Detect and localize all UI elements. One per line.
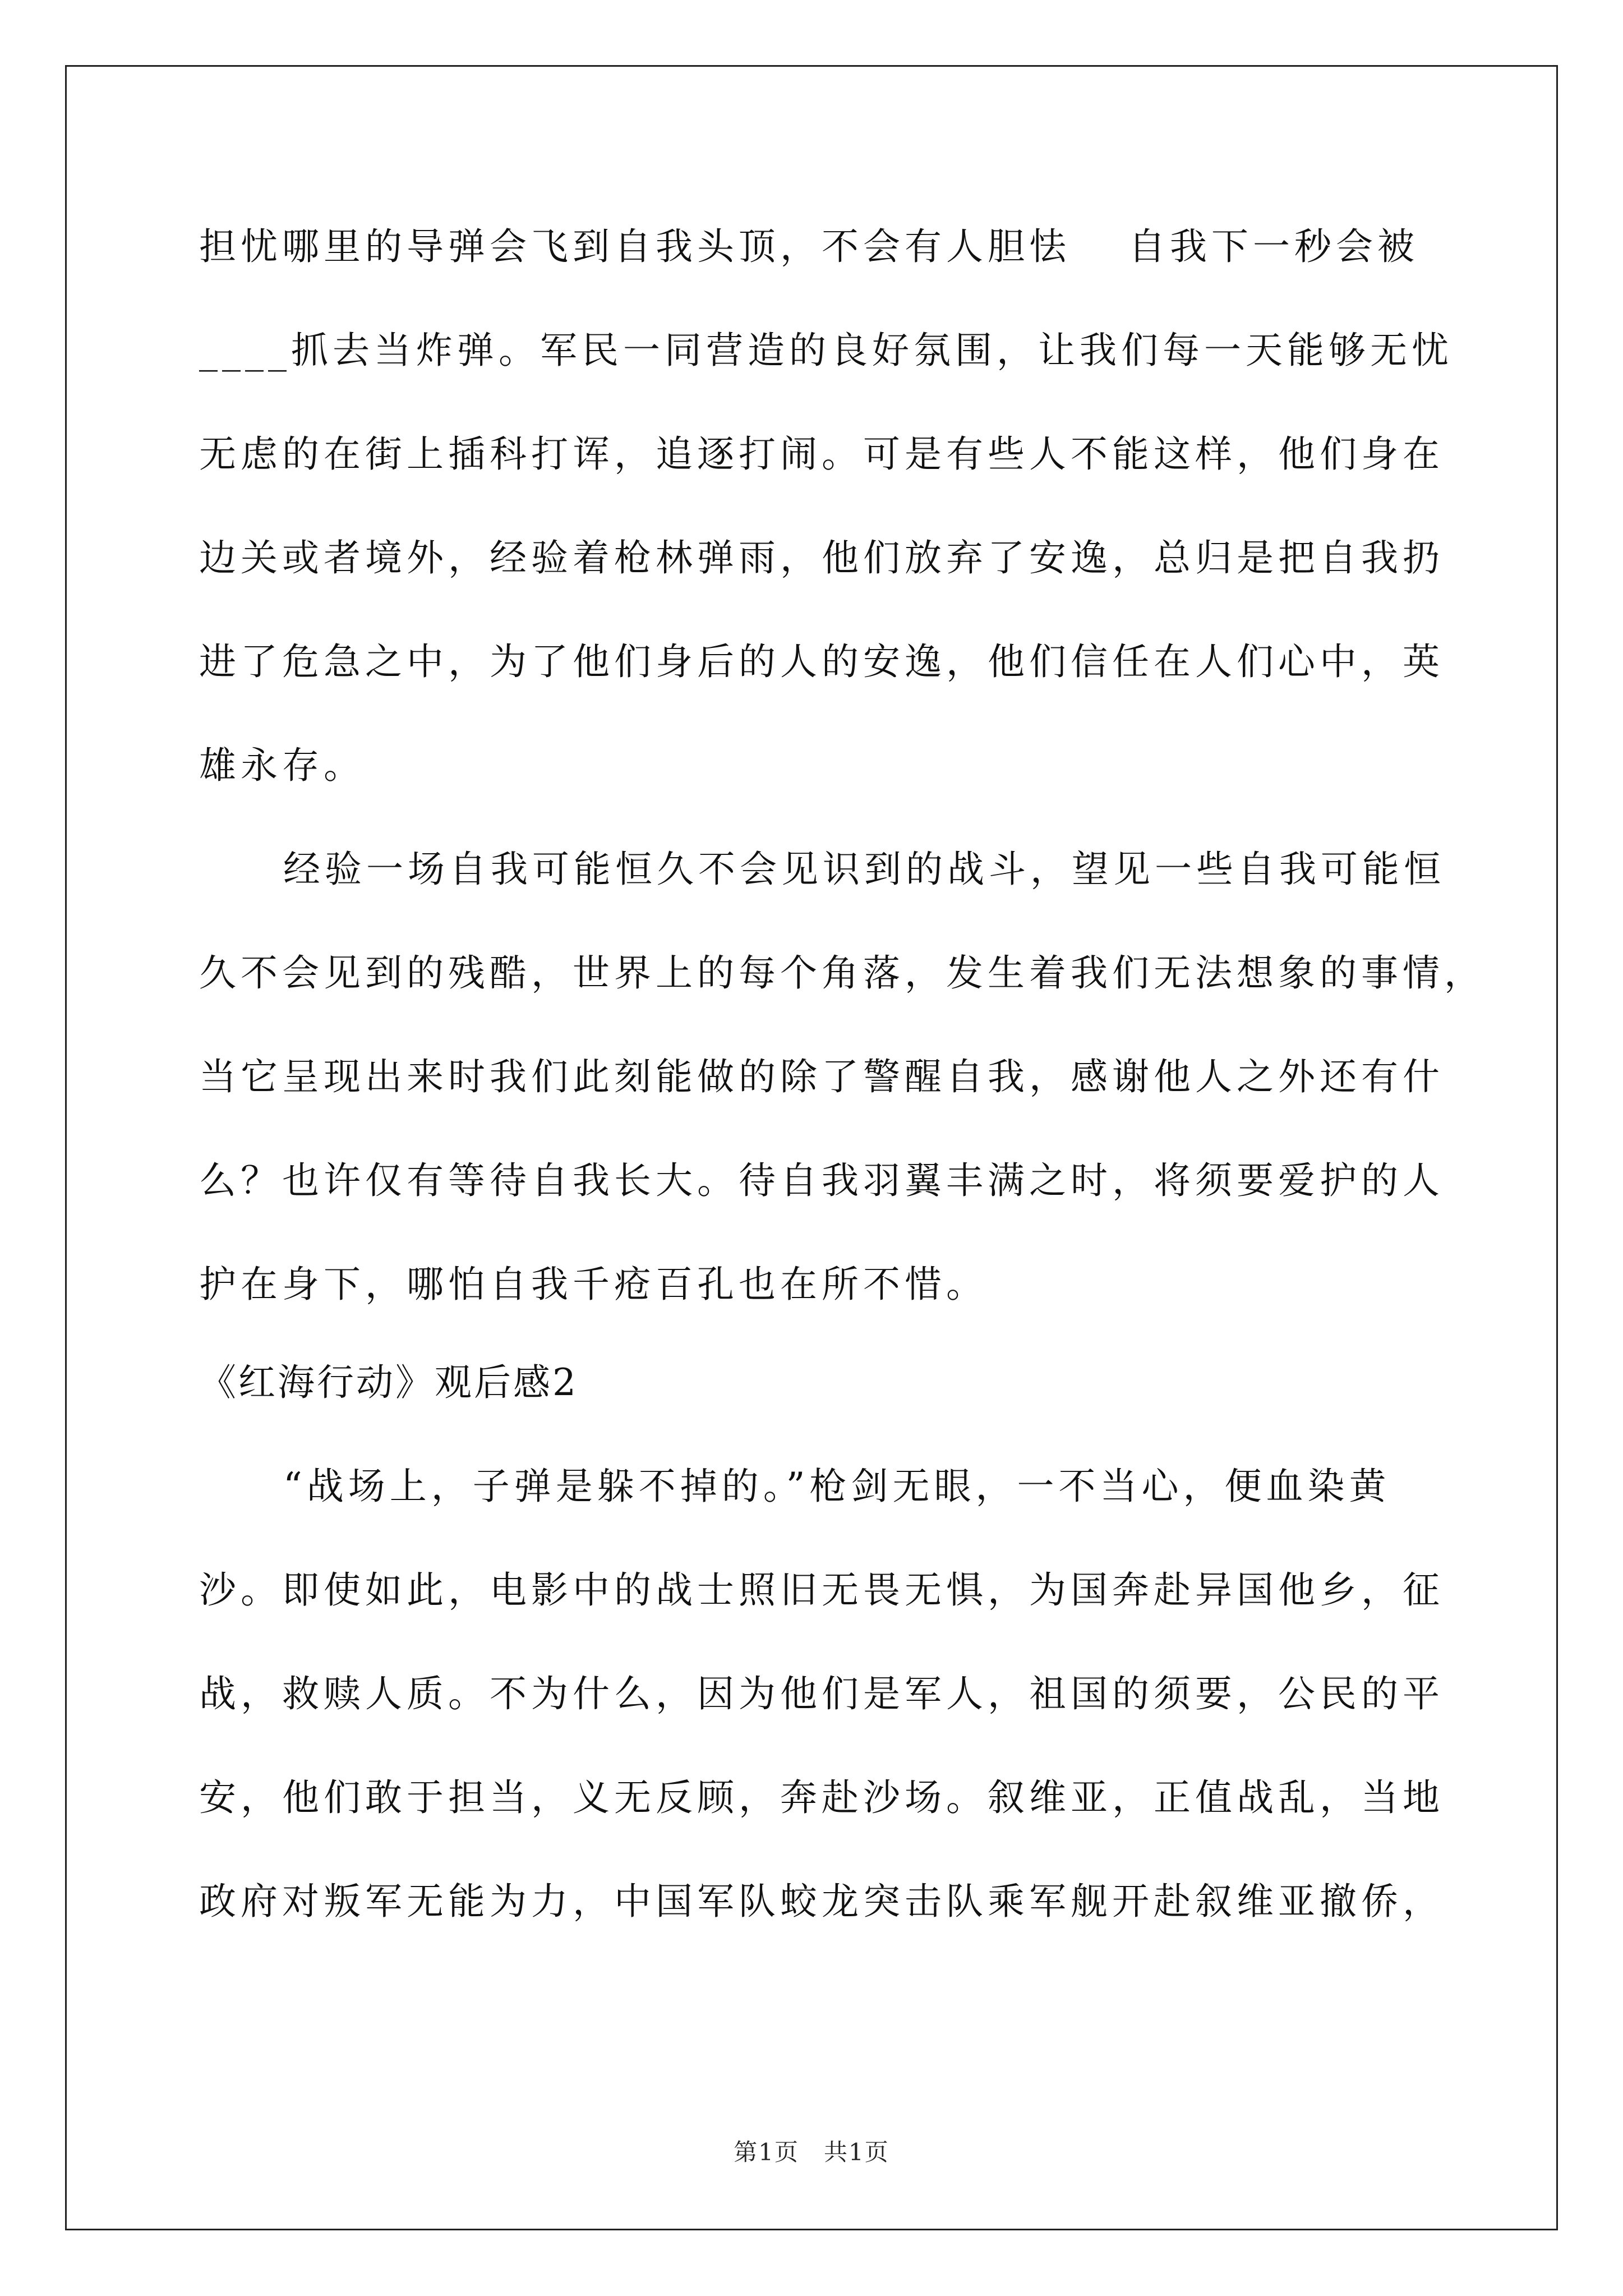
paragraph2-line: 当它呈现出来时我们此刻能做的除了警醒自我，感谢他人之外还有什 [199, 1055, 1444, 1098]
paragraph1-line: 雄永存。 [199, 744, 365, 787]
paragraph2-line: 护在身下，哪怕自我千疮百孔也在所不惜。 [199, 1263, 988, 1306]
paragraph2-line: 久不会见到的残酷，世界上的每个角落，发生着我们无法想象的事情， [199, 951, 1486, 995]
paragraph3-line: “战场上，子弹是躲不掉的。”枪剑无眼，一不当心，便血染黄 [283, 1465, 1391, 1508]
paragraph3-line: 安，他们敢于担当，义无反顾，奔赴沙场。叙维亚，正值战乱，当地 [199, 1776, 1444, 1819]
paragraph1-line: 进了危急之中，为了他们身后的人的安逸，他们信任在人们心中，英 [199, 640, 1444, 683]
paragraph2-line: 么？也许仅有等待自我长大。待自我羽翼丰满之时，将须要爱护的人 [199, 1159, 1444, 1202]
paragraph1-line: ____抓去当炸弹。军民一同营造的良好氛围，让我们每一天能够无忧 [199, 329, 1453, 372]
paragraph3-line: 政府对叛军无能为力，中国军队蛟龙突击队乘军舰开赴叙维亚撤侨， [199, 1880, 1444, 1923]
paragraph3-line: 战，救赎人质。不为什么，因为他们是军人，祖国的须要，公民的平 [199, 1672, 1444, 1715]
paragraph1-line: 无虑的在街上插科打诨，追逐打闹。可是有些人不能这样，他们身在 [199, 432, 1444, 476]
page-footer: 第1页 共1页 [734, 2138, 889, 2166]
paragraph2-line: 经验一场自我可能恒久不会见识到的战斗，望见一些自我可能恒 [283, 848, 1445, 891]
paragraph3-line: 沙。即使如此，电影中的战士照旧无畏无惧，为国奔赴异国他乡，征 [199, 1568, 1444, 1612]
section-heading: 《红海行动》观后感2 [199, 1361, 578, 1404]
paragraph1-line: 边关或者境外，经验着枪林弹雨，他们放弃了安逸，总归是把自我扔 [199, 536, 1444, 579]
paragraph1-line: 担忧哪里的导弹会飞到自我头顶，不会有人胆怯 自我下一秒会被 [199, 225, 1419, 268]
